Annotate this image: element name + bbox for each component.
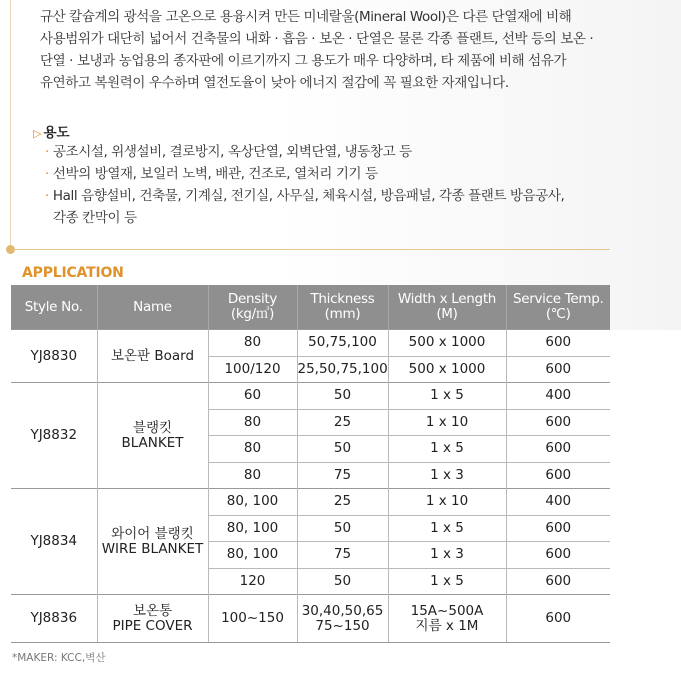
service-temp-cell: 600 <box>506 436 610 463</box>
thickness-cell: 50 <box>297 515 388 542</box>
thickness-cell: 25,50,75,100 <box>297 356 388 383</box>
density-cell: 80 <box>208 330 297 357</box>
width-length-cell: 500 x 1000 <box>388 330 506 357</box>
width-length-cell: 1 x 5 <box>388 568 506 595</box>
table-row <box>11 489 610 516</box>
usage-heading-label: 용도 <box>43 125 70 141</box>
header-style-no: Style No. <box>11 285 97 330</box>
density-cell: 80 <box>208 436 297 463</box>
service-temp-cell: 600 <box>506 515 610 542</box>
width-length-cell: 500 x 1000 <box>388 356 506 383</box>
service-temp-cell: 600 <box>506 568 610 595</box>
usage-item <box>45 141 564 163</box>
table-row <box>11 330 610 357</box>
intro-line: 규산 칼슘계의 광석을 고온으로 용융시켜 만든 미네랄울(Mineral Wool)은 다른 단열재에 비해 <box>40 9 572 25</box>
density-cell: 120 <box>208 568 297 595</box>
intro-paragraph <box>40 6 640 94</box>
width-length-cell: 1 x 3 <box>388 542 506 569</box>
service-temp-cell: 600 <box>506 595 610 643</box>
width-length-cell: 1 x 3 <box>388 462 506 489</box>
density-cell: 80, 100 <box>208 515 297 542</box>
style-no-cell: YJ8832 <box>11 383 97 489</box>
product-name-cell: 블랭킷 BLANKET <box>97 383 208 489</box>
product-name-cell: 와이어 블랭킷 WIRE BLANKET <box>97 489 208 595</box>
thickness-cell: 25 <box>297 409 388 436</box>
service-temp-cell: 400 <box>506 383 610 410</box>
left-accent-line <box>10 0 11 250</box>
usage-item <box>45 163 564 185</box>
style-no-cell: YJ8836 <box>11 595 97 643</box>
bullet-dot-icon: · <box>45 188 49 204</box>
width-length-cell: 1 x 10 <box>388 489 506 516</box>
thickness-cell: 25 <box>297 489 388 516</box>
intro-line: 단열 · 보냉과 농업용의 종자판에 이르기까지 그 용도가 매우 다양하며, 타 제품에 비해 섬유가 <box>40 53 567 69</box>
style-no-cell: YJ8834 <box>11 489 97 595</box>
density-cell: 100/120 <box>208 356 297 383</box>
thickness-cell: 50 <box>297 568 388 595</box>
section-divider <box>12 249 610 250</box>
usage-item-continuation: 각종 칸막이 등 <box>53 210 137 226</box>
table-row <box>11 595 610 643</box>
header-service-temp: Service Temp. (℃) <box>506 285 610 330</box>
width-length-cell: 15A~500A 지름 x 1M <box>388 595 506 643</box>
service-temp-cell: 600 <box>506 542 610 569</box>
density-cell: 60 <box>208 383 297 410</box>
usage-item <box>45 185 564 207</box>
intro-line: 유연하고 복원력이 우수하며 열전도율이 낮아 에너지 절감에 꼭 필요한 자재입니다. <box>40 75 509 91</box>
usage-heading <box>33 121 70 141</box>
service-temp-cell: 600 <box>506 409 610 436</box>
service-temp-cell: 600 <box>506 462 610 489</box>
usage-list <box>45 141 564 229</box>
density-cell: 80 <box>208 462 297 489</box>
width-length-cell: 1 x 5 <box>388 383 506 410</box>
width-length-cell: 1 x 5 <box>388 515 506 542</box>
header-density: Density (kg/㎥) <box>208 285 297 330</box>
usage-item-text: Hall 음향설비, 건축물, 기계실, 전기실, 사무실, 체육시설, 방음패널, 각종 플랜트 방음공사, <box>52 188 565 204</box>
table-header-row <box>11 285 610 330</box>
bullet-dot-icon: · <box>45 144 49 160</box>
bullet-dot-icon: · <box>45 166 49 182</box>
table-row <box>11 383 610 410</box>
triangle-bullet-icon: ▷ <box>33 127 42 140</box>
header-name: Name <box>97 285 208 330</box>
product-name-cell: 보온판 Board <box>97 330 208 383</box>
service-temp-cell: 400 <box>506 489 610 516</box>
density-cell: 80, 100 <box>208 489 297 516</box>
application-heading: APPLICATION <box>22 265 124 281</box>
width-length-cell: 1 x 10 <box>388 409 506 436</box>
intro-line: 사용범위가 대단히 넓어서 건축물의 내화 · 흡음 · 보온 · 단열은 물론 각종 플랜트, 선박 등의 보온 · <box>40 31 594 47</box>
application-table <box>11 285 610 643</box>
width-length-cell: 1 x 5 <box>388 436 506 463</box>
style-no-cell: YJ8830 <box>11 330 97 383</box>
density-cell: 80, 100 <box>208 542 297 569</box>
thickness-cell: 50,75,100 <box>297 330 388 357</box>
usage-item-text: 공조시설, 위생설비, 결로방지, 옥상단열, 외벽단열, 냉동창고 등 <box>52 144 412 160</box>
header-width-length: Width x Length (M) <box>388 285 506 330</box>
thickness-cell: 50 <box>297 436 388 463</box>
thickness-cell: 75 <box>297 462 388 489</box>
service-temp-cell: 600 <box>506 356 610 383</box>
density-cell: 80 <box>208 409 297 436</box>
product-name-cell: 보온통 PIPE COVER <box>97 595 208 643</box>
thickness-cell: 30,40,50,65 75~150 <box>297 595 388 643</box>
maker-footnote: *MAKER: KCC,벽산 <box>12 652 106 664</box>
thickness-cell: 75 <box>297 542 388 569</box>
header-thickness: Thickness (mm) <box>297 285 388 330</box>
service-temp-cell: 600 <box>506 330 610 357</box>
thickness-cell: 50 <box>297 383 388 410</box>
density-cell: 100~150 <box>208 595 297 643</box>
usage-item-text: 선박의 방열재, 보일러 노벽, 배관, 건조로, 열처리 기기 등 <box>52 166 378 182</box>
